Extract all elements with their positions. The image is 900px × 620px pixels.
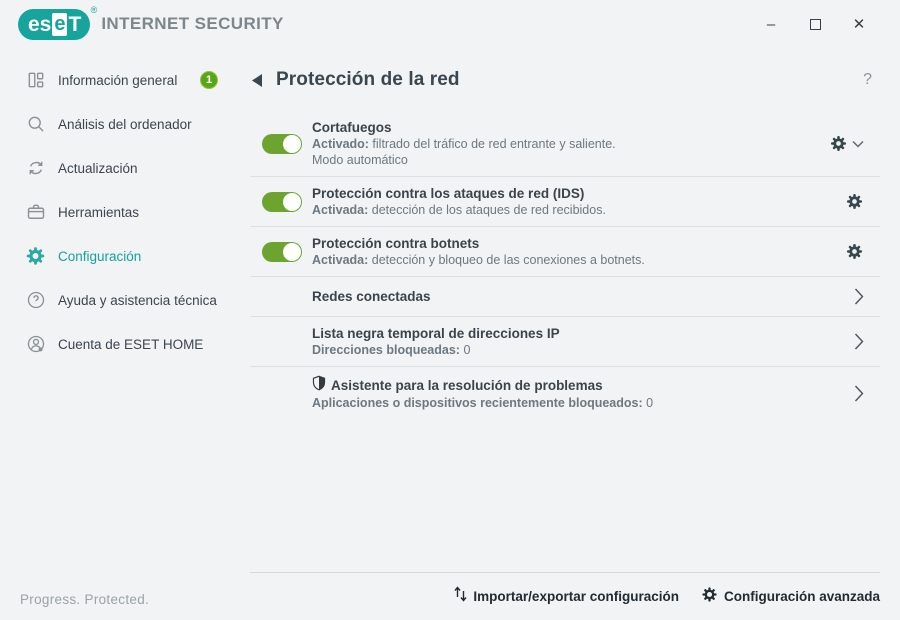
row-title: Cortafuegos <box>312 120 392 135</box>
shield-icon <box>312 375 326 395</box>
row-text <box>312 375 854 411</box>
status-value: 0 <box>459 343 471 357</box>
row-asistente-problemas[interactable] <box>250 366 880 419</box>
notification-badge: 1 <box>200 71 218 89</box>
row-cortafuegos <box>250 111 880 176</box>
sidebar-item-label: Herramientas <box>58 204 140 220</box>
sidebar-item-analisis[interactable] <box>0 102 250 146</box>
settings-gear-icon <box>25 246 46 267</box>
advanced-setup-button[interactable] <box>701 586 880 608</box>
main-panel <box>250 48 880 620</box>
chevron-right-icon[interactable] <box>854 385 864 402</box>
row-proteccion-ids <box>250 176 880 226</box>
account-icon <box>25 334 46 355</box>
scan-icon <box>25 114 46 135</box>
chevron-down-icon[interactable] <box>852 140 864 148</box>
toggle-knob <box>283 193 301 211</box>
footer-bar <box>250 572 880 620</box>
ids-toggle[interactable] <box>262 192 302 212</box>
botnets-toggle[interactable] <box>262 242 302 262</box>
row-status <box>312 395 854 411</box>
sidebar-item-herramientas[interactable] <box>0 190 250 234</box>
row-extra: Modo automático <box>312 153 408 167</box>
gear-icon[interactable] <box>845 242 864 261</box>
chevron-right-icon[interactable] <box>854 333 864 350</box>
sidebar-item-label: Ayuda y asistencia técnica <box>58 292 217 308</box>
window-body <box>0 48 900 620</box>
sidebar-item-informacion-general[interactable] <box>0 58 250 102</box>
sidebar-item-label: Análisis del ordenador <box>58 116 192 132</box>
maximize-icon <box>810 19 821 30</box>
row-title-with-icon <box>312 375 854 395</box>
sidebar-item-label: Configuración <box>58 248 142 264</box>
minimize-button[interactable]: – <box>766 15 776 33</box>
status-value: 0 <box>642 396 654 410</box>
advanced-gear-icon <box>701 586 718 608</box>
toggle-knob <box>283 135 301 153</box>
status-label: Activada: <box>312 203 369 217</box>
row-text <box>312 288 854 305</box>
row-text <box>312 325 854 358</box>
row-proteccion-botnets <box>250 226 880 276</box>
row-actions <box>845 192 864 211</box>
status-label: Activada: <box>312 253 369 267</box>
status-label: Direcciones bloqueadas: <box>312 343 460 357</box>
sidebar <box>0 48 250 620</box>
overview-icon <box>25 70 46 91</box>
row-title: Protección contra los ataques de red (IDS) <box>312 186 585 201</box>
sidebar-item-cuenta-eset-home[interactable] <box>0 322 250 366</box>
status-text: detección y bloqueo de las conexiones a botnets. <box>368 253 645 267</box>
back-button[interactable] <box>250 74 276 87</box>
help-button[interactable]: ? <box>863 71 872 88</box>
sidebar-item-actualizacion[interactable] <box>0 146 250 190</box>
status-text: detección de los ataques de red recibidos. <box>368 203 606 217</box>
row-lista-negra-ip[interactable] <box>250 316 880 366</box>
row-status <box>312 252 845 268</box>
import-export-label: Importar/exportar configuración <box>473 589 679 604</box>
registered-mark: ® <box>90 4 98 15</box>
toggle-cell <box>250 134 312 154</box>
gear-icon[interactable] <box>829 134 848 153</box>
logo-text-2: T <box>68 12 82 36</box>
update-icon <box>25 158 46 179</box>
import-export-button[interactable] <box>454 586 679 607</box>
back-arrow-icon <box>252 74 263 87</box>
sidebar-item-ayuda[interactable] <box>0 278 250 322</box>
row-text <box>312 235 845 268</box>
row-title: Protección contra botnets <box>312 236 480 251</box>
sidebar-item-label: Información general <box>58 72 178 88</box>
content-spacer <box>250 419 880 572</box>
logo-text: es <box>28 12 52 36</box>
status-label: Aplicaciones o dispositivos recientemente bloqueados: <box>312 396 643 410</box>
help-icon <box>25 290 46 311</box>
page-header <box>250 58 880 102</box>
maximize-button[interactable] <box>806 15 824 33</box>
window-controls <box>762 15 886 33</box>
import-export-icon <box>454 586 467 607</box>
row-text <box>312 119 829 168</box>
row-title: Redes conectadas <box>312 289 431 304</box>
status-label: Activado: <box>312 137 369 151</box>
row-text <box>312 185 845 218</box>
sidebar-item-label: Actualización <box>58 160 138 176</box>
toggle-cell <box>250 192 312 212</box>
close-button[interactable]: ✕ <box>852 16 866 33</box>
eset-logo <box>18 4 98 40</box>
row-redes-conectadas[interactable] <box>250 276 880 316</box>
row-status <box>312 136 829 152</box>
row-actions <box>854 288 864 305</box>
titlebar <box>0 0 900 48</box>
row-title: Asistente para la resolución de problemas <box>331 377 603 393</box>
page-title: Protección de la red <box>276 69 460 90</box>
advanced-setup-label: Configuración avanzada <box>723 589 880 604</box>
toggle-cell <box>250 242 312 262</box>
cortafuegos-toggle[interactable] <box>262 134 302 154</box>
sidebar-item-configuracion[interactable] <box>0 234 250 278</box>
logo-boxed-letter: e <box>54 12 66 35</box>
status-text: filtrado del tráfico de red entrante y saliente. <box>368 137 616 151</box>
row-actions <box>845 242 864 261</box>
tools-icon <box>25 202 46 223</box>
settings-list <box>250 111 880 419</box>
row-status <box>312 342 854 358</box>
chevron-right-icon[interactable] <box>854 288 864 305</box>
gear-icon[interactable] <box>845 192 864 211</box>
row-status <box>312 202 845 218</box>
eset-tagline: Progress. Protected. <box>20 592 150 607</box>
toggle-knob <box>283 243 301 261</box>
row-title: Lista negra temporal de direcciones IP <box>312 326 560 341</box>
sidebar-item-label: Cuenta de ESET HOME <box>58 336 204 352</box>
row-actions <box>829 134 864 153</box>
row-actions <box>854 333 864 350</box>
product-name: INTERNET SECURITY <box>101 14 284 33</box>
row-actions <box>854 385 864 402</box>
